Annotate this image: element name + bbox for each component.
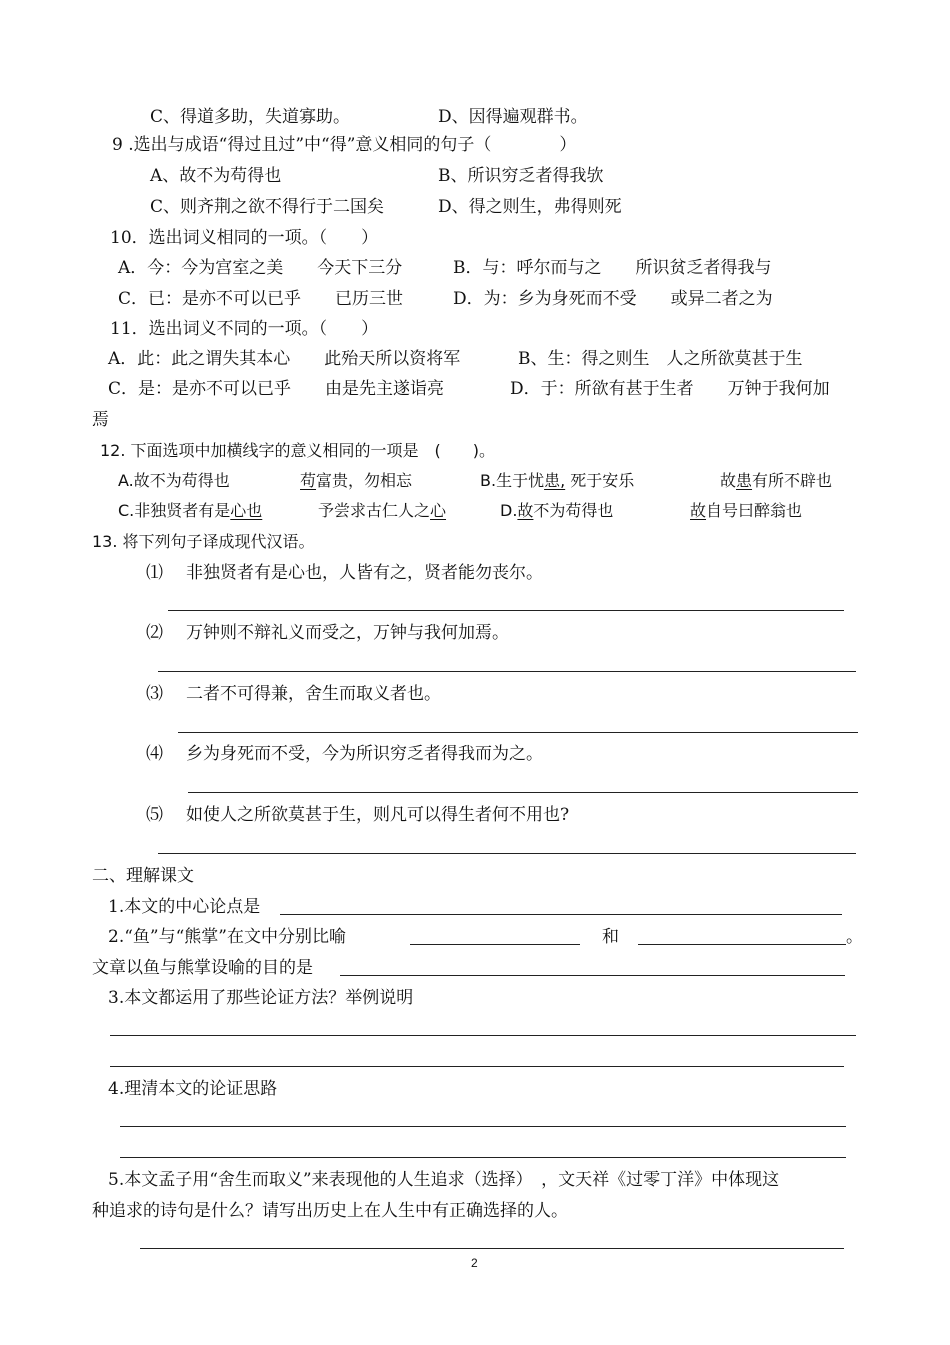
q8-option-d: D、因得遍观群书。 (438, 107, 588, 127)
q12-b-text-3: 故 (720, 471, 737, 490)
s2-q3-answer-line-1[interactable] (110, 1035, 856, 1036)
q9-option-c: C、则齐荆之欲不得行于二国矣 (150, 197, 385, 217)
q13-item-4-num: ⑷ (146, 744, 163, 764)
s2-q2-answer-line-1[interactable] (410, 944, 580, 945)
q11-option-d-wrap: 焉 (92, 410, 109, 430)
q12-a-text-4: 富贵，勿相忘 (316, 471, 413, 490)
q10-option-d: D．为：乡为身死而不受 或异二者之为 (453, 289, 773, 309)
q13-answer-line-3[interactable] (178, 732, 858, 733)
q12-b-text-4: 有所不辟也 (752, 471, 833, 490)
q12-a-text-1: A.故不为 (118, 471, 182, 490)
q9-option-b: B、所识穷乏者得我欤 (438, 166, 604, 186)
s2-q5-line-1: 5.本文孟子用“舍生而取义”来表现他的人生追求（选择） ，文天祥《过零丁洋》中体现这 (108, 1170, 780, 1190)
s2-q4-label: 4.理清本文的论证思路 (108, 1079, 278, 1099)
q12-stem: 12. 下面选项中加横线字的意义相同的一项是 ( )。 (100, 441, 496, 460)
q12-option-d (500, 500, 613, 522)
s2-q2-purpose-answer-line[interactable] (340, 975, 845, 976)
s2-q3-answer-line-2[interactable] (110, 1066, 844, 1067)
s2-q2-end: 。 (846, 927, 863, 947)
q12-b-underlined-1: 患, (544, 471, 566, 490)
q12-option-c (118, 500, 262, 522)
q13-item-1-num: ⑴ (146, 563, 163, 583)
q12-d-text-3: 自号曰醉翁也 (706, 501, 803, 520)
q12-c-underlined-1: 心也 (230, 501, 263, 520)
q12-b-underlined-2: 患 (736, 471, 753, 490)
q12-d-underlined-1: 故 (517, 501, 534, 520)
q12-option-c-compare (318, 500, 462, 522)
s2-q2-label: 2.“鱼”与“熊掌”在文中分别比喻 (108, 927, 346, 947)
q13-stem: 13. 将下列句子译成现代汉语。 (92, 532, 315, 551)
q13-answer-line-1[interactable] (168, 610, 844, 611)
q12-option-b (480, 470, 634, 492)
q13-item-3-num: ⑶ (146, 684, 163, 704)
q12-option-b-compare (720, 470, 832, 492)
q12-option-a-compare (300, 470, 412, 492)
q13-item-4-text: 乡为身死而不受，今为所识穷乏者得我而为之。 (186, 744, 543, 764)
q12-option-d-compare (690, 500, 802, 522)
q13-answer-line-5[interactable] (158, 853, 856, 854)
q10-stem: 10．选出词义相同的一项。（ ） (110, 228, 379, 248)
q11-option-c: C．是：是亦不可以已乎 由是先主遂诣亮 (108, 379, 445, 399)
q11-option-d: D．于：所欲有甚于生者 万钟于我何加 (510, 379, 830, 399)
q12-b-text-2: 死于安乐 (565, 471, 635, 490)
q13-item-2-text: 万钟则不辩礼义而受之，万钟与我何加焉。 (186, 623, 509, 643)
q12-d-text-1: D. (500, 501, 518, 520)
q12-a-text-2: 苟 (181, 471, 198, 490)
s2-q1-label: 1.本文的中心论点是 (108, 897, 261, 917)
q13-item-2-num: ⑵ (146, 623, 163, 643)
q12-d-text-2: 不为苟得也 (533, 501, 614, 520)
s2-q2-and: 和 (602, 927, 619, 947)
q10-option-b: B．与：呼尔而与之 所识贫乏者得我与 (453, 258, 772, 278)
s2-q1-answer-line[interactable] (280, 914, 842, 915)
q11-option-b: B、生：得之则生 人之所欲莫甚于生 (518, 349, 803, 369)
q13-answer-line-4[interactable] (188, 792, 858, 793)
q12-c-underlined-2: 心 (430, 501, 447, 520)
q13-item-3-text: 二者不可得兼，舍生而取义者也。 (186, 684, 441, 704)
s2-q2-purpose-label: 文章以鱼与熊掌设喻的目的是 (92, 958, 313, 978)
q12-b-text-1: B.生于忧 (480, 471, 545, 490)
s2-q3-label: 3.本文都运用了那些论证方法？举例说明 (108, 988, 414, 1008)
q9-option-d: D、得之则生，弗得则死 (438, 197, 622, 217)
s2-q5-line-2: 种追求的诗句是什么？请写出历史上在人生中有正确选择的人。 (92, 1201, 568, 1221)
q12-c-text-1: C.非独贤者有是 (118, 501, 231, 520)
q12-a-underlined: 苟 (300, 471, 317, 490)
q11-stem: 11．选出词义不同的一项。（ ） (110, 319, 379, 339)
page-number: 2 (471, 1256, 478, 1270)
s2-q4-answer-line-1[interactable] (120, 1126, 846, 1127)
q13-item-5-num: ⑸ (146, 805, 163, 825)
q8-option-c: C、得道多助，失道寡助。 (150, 107, 351, 127)
q10-option-a: A．今：今为宫室之美 今天下三分 (118, 258, 403, 278)
q13-item-1-text: 非独贤者有是心也，人皆有之，贤者能勿丧尔。 (186, 563, 543, 583)
q9-option-a: A、故不为苟得也 (150, 166, 282, 186)
q10-option-c: C．已：是亦不可以已乎 已历三世 (118, 289, 404, 309)
q12-c-text-2: 予尝求古仁人之 (318, 501, 431, 520)
q12-d-underlined-2: 故 (690, 501, 707, 520)
q13-item-5-text: 如使人之所欲莫甚于生，则凡可以得生者何不用也? (186, 805, 570, 825)
s2-q4-answer-line-2[interactable] (120, 1157, 846, 1158)
q12-a-text-3: 得也 (197, 471, 230, 490)
s2-q5-answer-line[interactable] (140, 1248, 844, 1249)
q9-stem: 9 .选出与成语“得过且过”中“得”意义相同的句子（ ） (112, 135, 577, 155)
q11-option-a: A．此：此之谓失其本心 此殆天所以资将军 (108, 349, 461, 369)
q12-option-a (118, 470, 230, 492)
section2-title: 二、理解课文 (92, 866, 194, 886)
s2-q2-answer-line-2[interactable] (638, 944, 846, 945)
q13-answer-line-2[interactable] (158, 671, 856, 672)
